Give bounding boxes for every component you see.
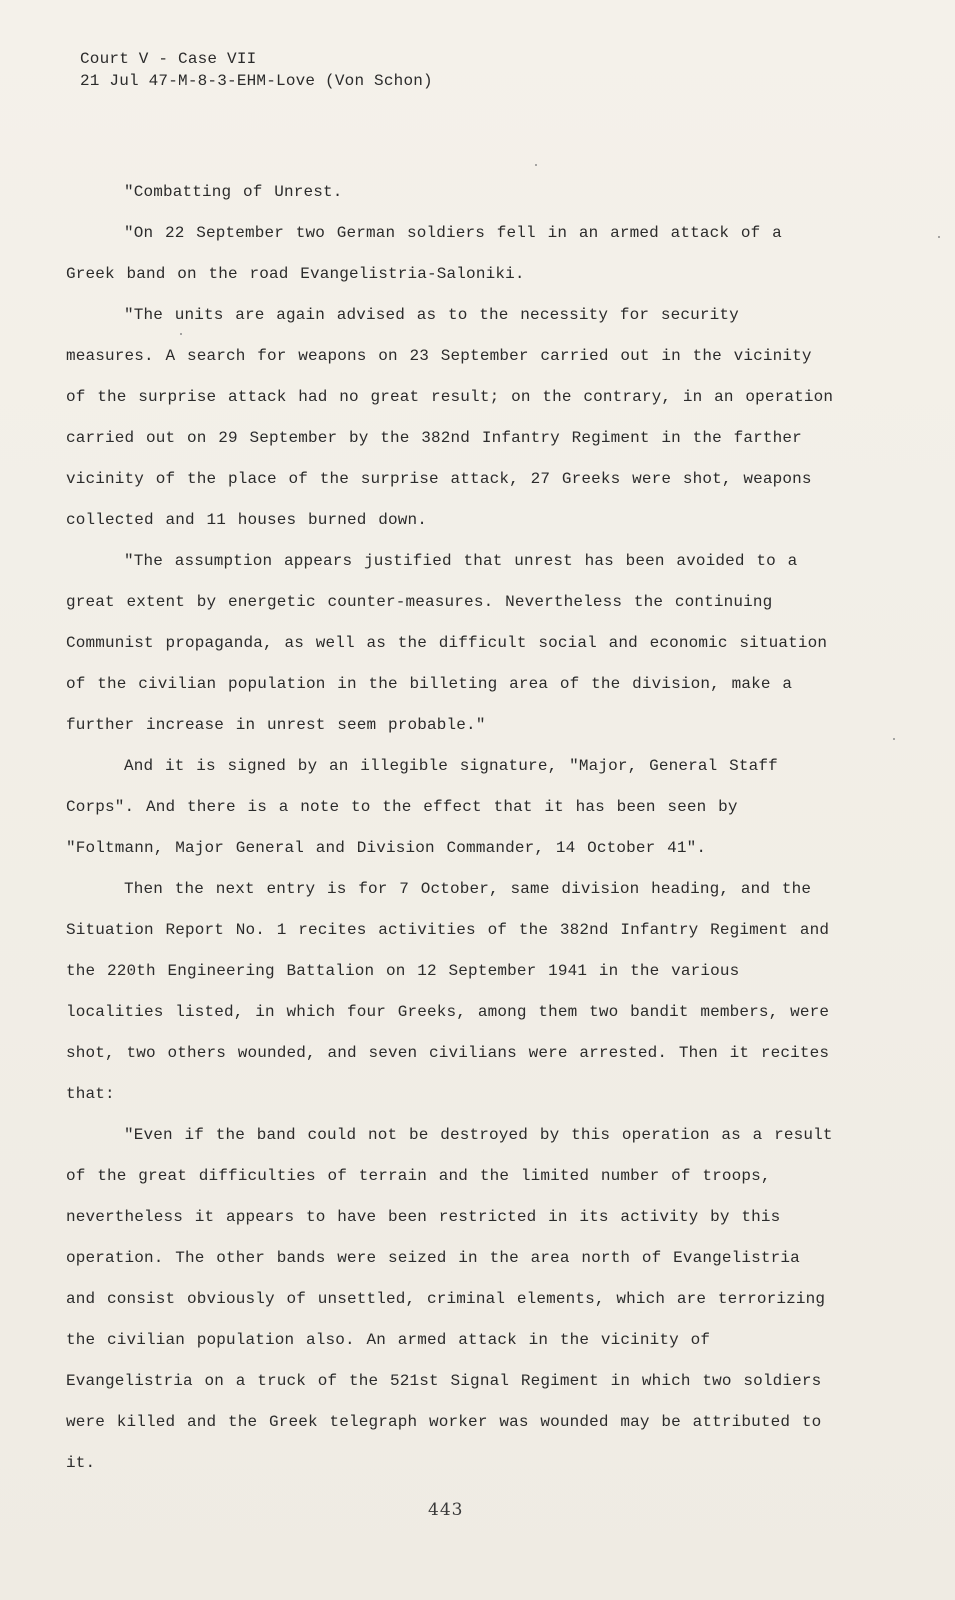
- header-date-reference: 21 Jul 47-M-8-3-EHM-Love (Von Schon): [80, 72, 433, 90]
- header-court-case: Court V - Case VII: [80, 50, 257, 68]
- paragraph-combatting-unrest: "Combatting of Unrest.: [124, 183, 343, 201]
- paragraph-signature: And it is signed by an illegible signature, "Major, General Staff Corps". And there is a note to the effect that it has been seen by "Foltmann, Major General and Division Commander, 14 October 41".: [66, 757, 778, 857]
- paragraph-armed-attack: "On 22 September two German soldiers fell in an armed attack of a Greek band on the road Evangelistria-Saloniki.: [66, 224, 782, 283]
- document-body: [66, 172, 836, 1484]
- paragraph-security-measures: "The units are again advised as to the necessity for security measures. A search for weapons on 23 September carried out in the vicinity of the surprise attack had no great result; on the contrary, in an operation carried out on 29 September by the 382nd Infantry Regiment in the farther vicinity of the place of the surprise attack, 27 Greeks were shot, weapons collected and 11 houses burned down.: [66, 306, 834, 529]
- paragraph-assumption: "The assumption appears justified that unrest has been avoided to a great extent by energetic counter-measures. Nevertheless the continuing Communist propaganda, as well as the difficult social and economic situation of the civilian population in the billeting area of the division, make a further increase in unrest seem probable.": [66, 552, 828, 734]
- paragraph-band-operation: "Even if the band could not be destroyed by this operation as a result of the great difficulties of terrain and the limited number of troops, nevertheless it appears to have been restricted in its activity by this operation. The other bands were seized in the area north of Evangelistria and consist obviously of unsettled, criminal elements, which are terrorizing the civilian population also. An armed attack in the vicinity of Evangelistria on a truck of the 521st Signal Regiment in which two soldiers were killed and the Greek telegraph worker was wounded may be attributed to it.: [66, 1126, 833, 1472]
- paragraph-next-entry: Then the next entry is for 7 October, same division heading, and the Situation Report No. 1 recites activities of the 382nd Infantry Regiment and the 220th Engineering Battalion on 12 September 1941 in the various localities listed, in which four Greeks, among them two bandit members, were shot, two others wounded, and seven civilians were arrested. Then it recites that:: [66, 880, 830, 1103]
- document-header: [80, 48, 433, 92]
- page-number: 443: [428, 1500, 464, 1520]
